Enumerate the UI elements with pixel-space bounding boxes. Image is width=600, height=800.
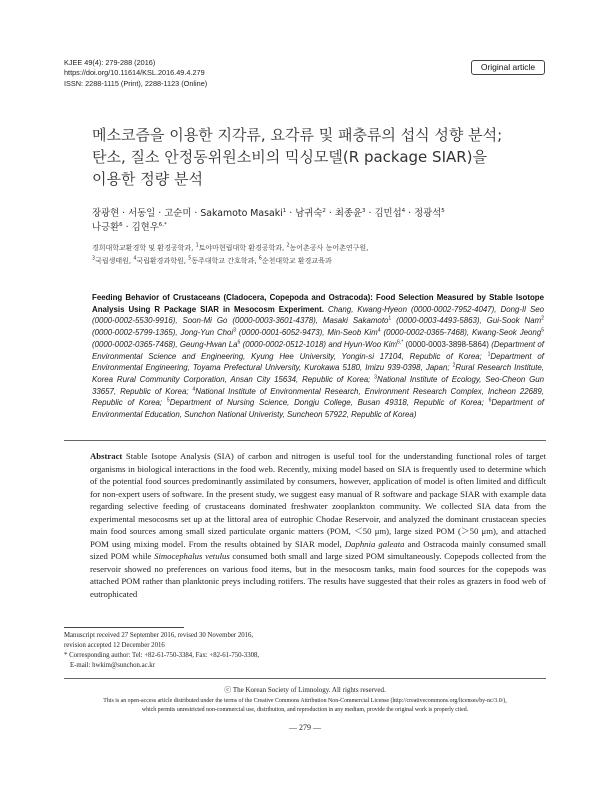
revision-accepted: revision accepted 12 December 2016 xyxy=(64,642,165,649)
journal-citation: KJEE 49(4): 279-288 (2016) xyxy=(64,58,156,67)
korean-title-line-2: 탄소, 질소 안정동위원소비의 믹싱모델(R package SIAR)을 xyxy=(92,148,488,166)
author-names: · 김현우 xyxy=(122,222,159,233)
affil-marker: 3 xyxy=(362,207,366,214)
license-line: This is an open-access article distributed under the terms of the Creative Commons Attribution Non-Commercial License (http://creativecommons.org/licenses/by-nc/3.0/), xyxy=(103,698,507,704)
manuscript-received: Manuscript received 27 September 2016, revised 30 November 2016, xyxy=(64,632,254,639)
affil-marker: 4 xyxy=(401,207,406,214)
affil-marker: 5 xyxy=(188,256,192,262)
affil-marker: 2 xyxy=(286,243,290,249)
corresponding-email[interactable]: E-mail: hwkim@sunchon.ac.kr xyxy=(70,662,155,669)
abstract-text: Stable Isotope Analysis (SIA) of carbon and nitrogen is useful tool for the understanding functional roles of target organisms in biological interactions in the food web. Recently, mixing model based on SIA is frequently used to determine which of the potential food sources predominantly assimilated by consumers, however, application of model is often limited and difficult for non-expert users of software. In the present study, we suggest easy manual of R software and package SIAR with example data regarding selective feeding of crustaceans dominated freshwater zooplankton community. We collected SIA data from the experimental mesocosms set up at the littoral area of eutrophic Chodae Reservoir, and analyzed the dominant crustacean species main food sources among small sized particulate organic matters (POM, ＜50 μm), large sized POM (＞50 μm), and attached POM using mixing model. From the results obtained by SIAR model, xyxy=(90,451,546,549)
author-names: 나긍환 xyxy=(92,222,120,233)
english-authors: (0000-0002-5799-1365), Jong-Yun Choi xyxy=(92,328,234,338)
affil-marker: 1 xyxy=(282,207,287,214)
affil-marker: 4 xyxy=(377,327,381,334)
affil-marker: 5 xyxy=(441,207,445,214)
english-affiliation: National Institute of Environmental Research, Environment Research Complex, Incheon 22689, Republic of Korea; xyxy=(92,386,545,408)
abstract-top-rule xyxy=(64,440,546,441)
affil-marker: 4 xyxy=(192,386,196,392)
affil-marker: 2 xyxy=(452,362,456,369)
footnote-rule xyxy=(64,627,184,628)
affiliation-text: 국립환경과학원, xyxy=(136,257,189,265)
author-names: 장광현 · 서동일 · 고순미 · Sakamoto Masaki xyxy=(92,208,283,219)
affil-marker: 3 xyxy=(92,256,96,262)
english-authors: (0000-0003-3898-5864) xyxy=(403,339,492,349)
affiliation-text: 순천대학교 환경교육과 xyxy=(261,257,332,265)
doi-link[interactable]: https://doi.org/10.11614/KSL.2016.49.4.279 xyxy=(64,68,205,78)
english-authors: (0000-0002-0365-7468), Kwang-Seok Jeong xyxy=(380,328,542,338)
affiliation-text: 토야마현립대학 환경공학과, xyxy=(198,244,287,252)
affil-marker: 6,* xyxy=(158,221,167,228)
page-number: — 279 — xyxy=(289,723,321,732)
author-names: · 김민섭 xyxy=(365,208,402,219)
english-affiliation: Department of Environmental Education, Sunchon National Univeristy, Suncheon 57922, Republic of Korea) xyxy=(92,398,545,420)
english-affiliation: (Department of Environmental Science and Engineering, Kyung Hee University, Yongin-si 17104, Republic of Korea; xyxy=(92,339,544,361)
english-authors: (0000-0002-0512-1018) and Hyun-Woo Kim xyxy=(240,339,398,349)
affiliation-text: 농어촌공사 농어촌연구원, xyxy=(289,244,369,252)
journal-meta xyxy=(64,58,207,89)
english-affiliation: Department of Environmental Engineering, Toyama Prefectural University, Kurokawa 5180, Imizu 939-0398, Japan; xyxy=(92,351,544,373)
affil-marker: 2 xyxy=(322,207,326,214)
corresponding-author: * Corresponding author: Tel: +82-61-750-3384, Fax: +82-61-750-3308, xyxy=(64,652,260,659)
abstract xyxy=(90,450,546,601)
korean-authors xyxy=(92,207,512,235)
license-notice xyxy=(64,697,546,714)
affiliation-text: 국립생태원, xyxy=(95,257,134,265)
english-affiliation: National Institute of Ecology, Seo-Cheon Gun 33657, Republic of Korea; xyxy=(92,374,544,396)
footer-rule xyxy=(64,678,546,679)
english-authors: Chang, Kwang-Hyeon (0000-0002-7952-4047), Dong-Il Seo (0000-0002-5530-9916), Soon-Mi Go (0000-0003-3601-4378), Masaki Sakamoto xyxy=(92,304,544,326)
affil-marker: 1 xyxy=(195,243,199,249)
english-authors: (0000-0003-4493-5863), Gui-Sook Nam xyxy=(391,316,542,326)
affil-marker: 3 xyxy=(374,374,377,381)
affil-marker: 6 xyxy=(258,256,262,262)
affil-marker: 5 xyxy=(166,397,170,404)
abstract-text: and Ostracoda mainly consumed small sized POM while xyxy=(90,538,547,562)
author-names: · 남귀숙 xyxy=(286,208,323,219)
license-line: which permits unrestricted non-commercial use, distribution, and reproduction in any medium, provide the original work is properly cited. xyxy=(141,706,469,713)
affil-marker: 1 xyxy=(388,315,392,322)
korean-affiliations xyxy=(92,242,522,268)
korean-title-line-1: 메소코즘을 이용한 지각류, 요각류 및 패충류의 섭식 성향 분석; xyxy=(92,126,503,144)
abstract-text: consumed both small and large sized POM simultaneously. Copepods collected from the reservoir showed no preferences on various food items, but in the mesocosm tanks, main food sources for the copepods was attached POM rather than planktonic preys including rotifers. The results have suggested that their roles as grazers in food web of eutrophicated xyxy=(90,551,546,600)
issn-line: ISSN: 2288-1115 (Print), 2288-1123 (Online) xyxy=(64,78,208,88)
copyright-notice: ⓒ The Korean Society of Limnology. All rights reserved. xyxy=(224,686,386,694)
affil-marker: 5 xyxy=(541,327,544,334)
english-title: Feeding Behavior of Crustaceans (Cladocera, Copepoda and Ostracoda): Food Selection Measured by Stable Isotope Analysis Using R Package SIAR in Mesocosm Experiment. xyxy=(92,293,544,314)
korean-title xyxy=(92,124,532,190)
english-affiliation: Rural Research Institute, Korea Rural Community Corporation, Ansan City 15634, Republic of Korea; xyxy=(92,363,544,384)
korean-title-line-3: 이용한 정량 분석 xyxy=(92,170,203,188)
affil-marker: 6,* xyxy=(397,339,404,346)
species-name: Simocephalus vetulus xyxy=(154,551,230,562)
affiliation-text: 경희대학교환경학 및 환경공학과, xyxy=(92,244,196,252)
author-names: · 정광석 xyxy=(405,208,442,219)
species-name: Daphnia galeata xyxy=(344,538,405,549)
affiliation-text: 동주대학교 간호학과, xyxy=(191,257,259,265)
abstract-label: Abstract xyxy=(90,451,123,461)
english-header-block xyxy=(92,292,544,421)
affil-marker: 6 xyxy=(119,221,123,228)
english-authors: (0000-0001-6052-9473), Min-Seob Kim xyxy=(235,328,378,338)
affil-marker: 6 xyxy=(488,397,492,404)
article-type-badge: Original article xyxy=(471,60,545,75)
english-affiliation: Department of Nursing Science, Dongju College, Busan 49318, Republic of Korea; xyxy=(169,398,489,408)
footnotes xyxy=(64,631,364,671)
affil-marker: 3 xyxy=(233,327,236,334)
author-names: · 최종윤 xyxy=(325,208,363,219)
affil-marker: 2 xyxy=(541,315,544,322)
english-authors: (0000-0002-0365-7468), Geung-Hwan La xyxy=(92,339,238,349)
affil-marker: 1 xyxy=(487,350,491,357)
affil-marker: 6 xyxy=(237,339,241,346)
affil-marker: 4 xyxy=(133,256,137,262)
